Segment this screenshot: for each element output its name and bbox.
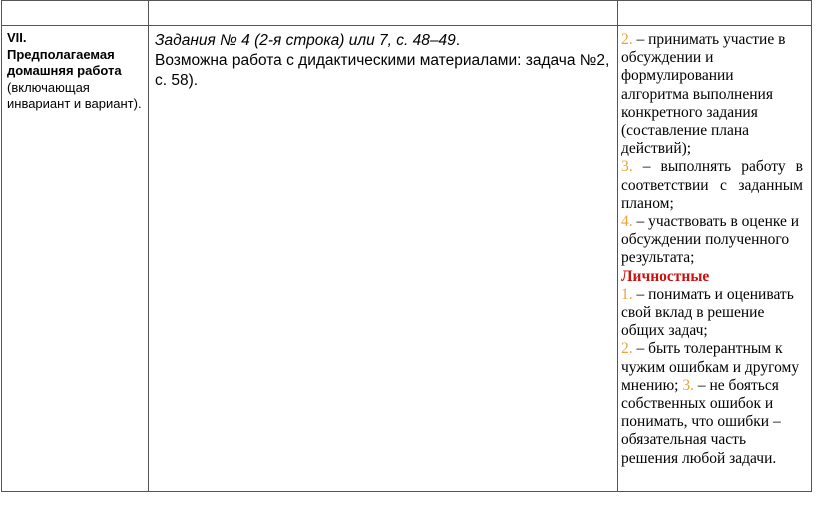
outcome-item-4 xyxy=(621,213,803,268)
stage-subtitle: (включающая инвариант и вариант). xyxy=(7,79,142,111)
outcome-item-2 xyxy=(621,31,803,158)
outcome-number: 2. xyxy=(621,31,633,48)
outcome-text: – не бояться собственных ошибок и понимать, что ошибки – обязательная часть решения любой задачи. xyxy=(621,376,781,467)
top-cell-outcomes xyxy=(618,1,812,26)
table-row-homework xyxy=(2,26,812,492)
stage-cell xyxy=(2,26,149,492)
outcome-item-3 xyxy=(621,158,803,213)
top-cell-tasks xyxy=(149,1,618,26)
table-top-row xyxy=(2,1,812,26)
stage-title-line3: домашняя работа xyxy=(7,63,122,78)
stage-title-line2: Предполагаемая xyxy=(7,46,115,62)
outcome-number: 4. xyxy=(621,213,633,231)
outcomes-cell xyxy=(618,26,812,492)
outcome-number: 1. xyxy=(621,285,633,303)
top-cell-stage xyxy=(2,1,149,26)
outcome-text: – понимать и оценивать свой вклад в решение общих задач; xyxy=(621,285,794,340)
personal-item-2-3 xyxy=(621,340,803,467)
outcome-number: 3. xyxy=(682,376,694,394)
lesson-plan-table xyxy=(1,0,812,492)
tasks-cell xyxy=(149,26,618,492)
outcome-text: – участвовать в оценке и обсуждении полученного результата; xyxy=(621,213,800,267)
outcome-text: – выполнять работу в соответствии с заданным планом; xyxy=(621,158,803,212)
tasks-assignment: Задания № 4 (2-я строка) или 7, с. 48–49 xyxy=(155,32,456,49)
tasks-didactic-note: Возможна работа с дидактическими материалами: задача №2, с. 58). xyxy=(155,52,610,89)
outcome-number: 3. xyxy=(621,158,633,176)
outcome-number: 2. xyxy=(621,340,633,358)
outcome-text: – принимать участие в обсуждении и формулировании алгоритма выполнения конкретного задания (составление плана действий); xyxy=(621,31,786,158)
stage-number: VII. xyxy=(7,30,27,45)
outcome-text: – быть толерантным к чужим ошибкам и другому мнению; xyxy=(621,340,800,394)
personal-item-1 xyxy=(621,286,803,341)
tasks-assignment-end: . xyxy=(455,32,461,49)
personal-heading: Личностные xyxy=(621,267,710,285)
